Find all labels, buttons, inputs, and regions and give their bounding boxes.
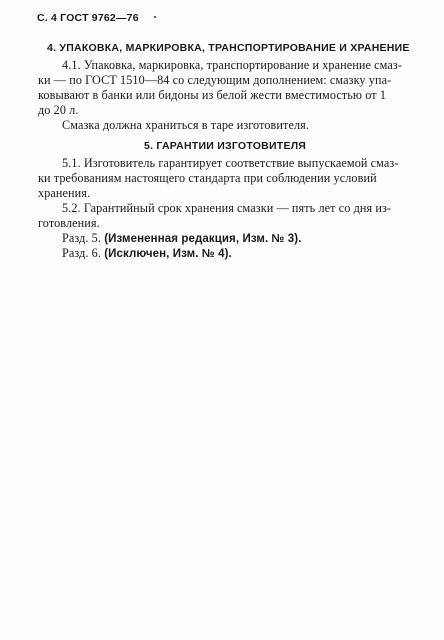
amendment-6-note: (Исключен, Изм. № 4). <box>104 248 232 260</box>
section-5-2-line-1: 5.2. Гарантийный срок хранения смазки — пять лет со дня из- <box>62 201 392 215</box>
section-5-heading: 5. ГАРАНТИИ ИЗГОТОВИТЕЛЯ <box>144 140 307 152</box>
section-5-1-line-1: 5.1. Изготовитель гарантирует соответствие выпускаемой смаз- <box>62 156 399 170</box>
amendment-note-section-5 <box>62 231 302 246</box>
amendment-note-section-6 <box>62 246 232 261</box>
section-4-heading: 4. УПАКОВКА, МАРКИРОВКА, ТРАНСПОРТИРОВАНИЕ И ХРАНЕНИЕ <box>47 42 410 54</box>
section-5-1-line-2: ки требованиям настоящего стандарта при соблюдении условий <box>38 171 377 185</box>
section-5-2-line-2: готовления. <box>38 216 100 230</box>
amendment-5-prefix: Разд. 5. <box>62 231 102 245</box>
page-header: С. 4 ГОСТ 9762—76 <box>37 12 139 24</box>
header-mark <box>154 16 156 18</box>
section-5-1-line-3: хранения. <box>38 186 91 200</box>
section-4-1-line-1: 4.1. Упаковка, маркировка, транспортирование и хранение смаз- <box>62 58 402 72</box>
section-4-1-line-2: ки — по ГОСТ 1510—84 со следующим дополнением: смазку упа- <box>38 73 392 87</box>
section-4-1-line-3: ковывают в банки или бидоны из белой жести вместимостью от 1 <box>38 88 387 102</box>
section-4-1-line-4: до 20 л. <box>38 103 79 117</box>
section-4-2-text: Смазка должна храниться в таре изготовителя. <box>62 118 309 132</box>
amendment-6-prefix: Разд. 6. <box>62 246 102 260</box>
amendment-5-note: (Измененная редакция, Изм. № 3). <box>104 233 302 245</box>
